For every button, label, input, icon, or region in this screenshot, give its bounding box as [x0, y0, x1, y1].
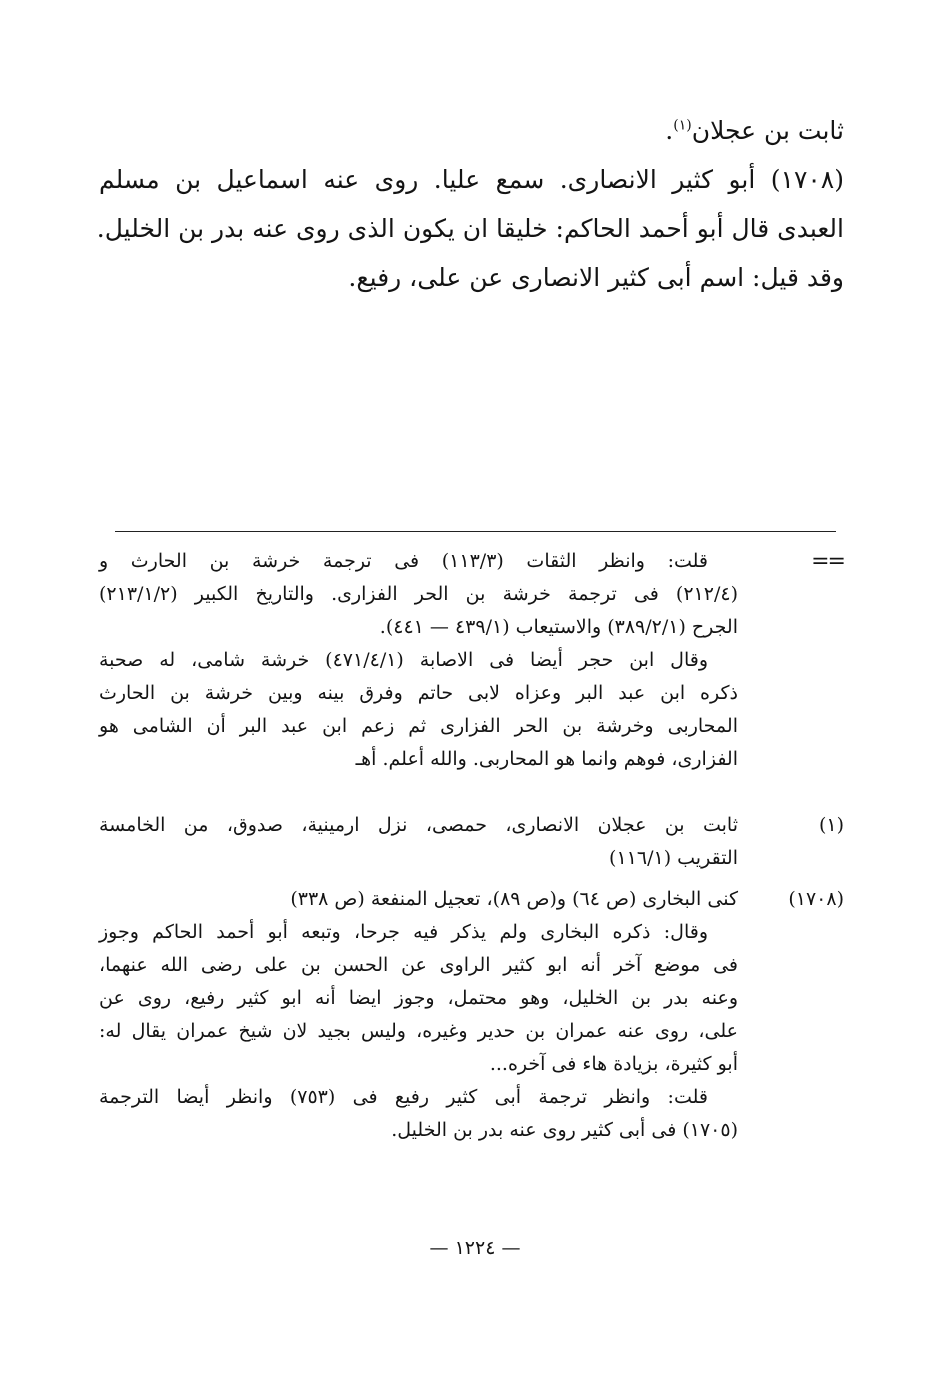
footnote-marker: (١٧٠٨): [788, 888, 844, 910]
footnote-marker: (١): [818, 814, 844, 836]
footnote-line: أبو كثيرة، بزيادة هاء فى آخره...: [489, 1053, 738, 1075]
footnote-line: (١٧٠٥) فى أبى كثير روى عنه بدر بن الخليل.: [391, 1119, 738, 1141]
footnote-line: ثابت بن عجلان الانصارى، حمصى، نزل ارمينية، صدوق، من الخامسة: [99, 814, 738, 836]
footnote-line: ذكره ابن عبد البر وعزاه لابى حاتم وفرق بينه وبين خرشة بن الحارث: [99, 682, 738, 704]
footnote-line: قلت: وانظر الثقات (١١٣/٣) فى ترجمة خرشة بن الحارث و: [99, 550, 708, 572]
footnote-line: الفزارى، فوهم وانما هو المحاربى. والله أعلم. أهـ: [355, 748, 738, 770]
footnote-line: وقال: ذكره البخارى ولم يذكر فيه جرحا، وتبعه أبو أحمد الحاكم وجوز: [99, 921, 708, 943]
footnote-line: فى موضع آخر أنه ابو كثير الراوى عن الحسن بن على رضى الله عنهما،: [99, 954, 738, 976]
continuation-marker: ==: [811, 549, 844, 574]
entry-heading: [99, 106, 844, 155]
footnote-line: التقريب (١١٦/١): [609, 847, 738, 869]
footnote-ref: (١): [673, 117, 692, 134]
footnote-separator: [115, 531, 836, 532]
footnote-body: [99, 883, 738, 1147]
footnote-line: (٢١٢/٤) فى ترجمة خرشة بن الحر الفزارى. والتاريخ الكبير (٢١٣/١/٢): [99, 583, 738, 605]
footnote-body: [99, 545, 738, 776]
footnote-line: الجرح (٣٨٩/٢/١) والاستيعاب (٤٣٩/١ — ٤٤١).: [379, 616, 738, 638]
footnote-line: وقال ابن حجر أيضا فى الاصابة (٤٧١/٤/١) خرشة شامى، له صحبة: [99, 649, 708, 671]
entry-line: (١٧٠٨) أبو كثير الانصارى. سمع عليا. روى عنه اسماعيل بن مسلم: [99, 165, 844, 194]
footnote-line: قلت: وانظر ترجمة أبى كثير رفيع فى (٧٥٣) وانظر أيضا الترجمة: [99, 1086, 708, 1108]
entry-line: العبدى قال أبو أحمد الحاكم: خليقا ان يكون الذى روى عنه بدر بن الخليل.: [96, 214, 844, 243]
main-text: [96, 106, 844, 302]
footnote-line: على، روى عنه عمران بن حدير وغيره، وليس بجيد لان شيخ عمران يقال له:: [99, 1020, 738, 1042]
entry-line: وقد قيل: اسم أبى كثير الانصارى عن على، رفيع.: [348, 263, 844, 292]
footnote-line: وعنه بدر بن الخليل، وهو محتمل، وجوز ايضا أنه ابو كثير رفيع، روى عن: [99, 987, 738, 1009]
footnote-line: كنى البخارى (ص ٦٤) و(ص ٨٩)، تعجيل المنفعة (ص ٣٣٨): [290, 888, 738, 910]
footnote-line: المحاربى وخرشة بن الحر الفزارى ثم زعم ابن عبد البر أن الشامى هو: [99, 715, 738, 737]
footnote-body: [99, 809, 738, 875]
heading-text: ثابت بن عجلان: [691, 116, 844, 145]
heading-end: .: [665, 116, 674, 145]
page-number: — ١٢٢٤ —: [429, 1237, 521, 1259]
